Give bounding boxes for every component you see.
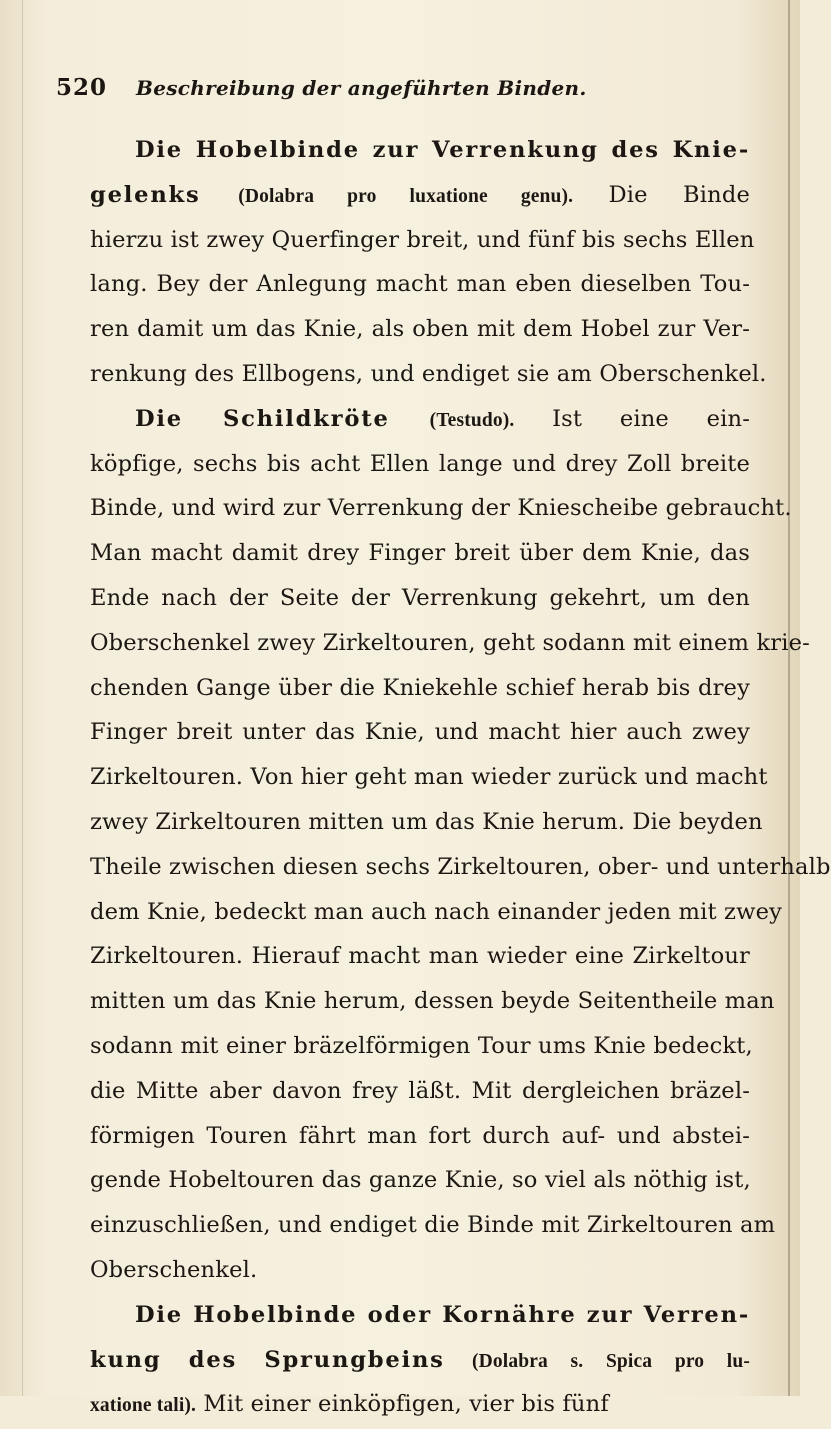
text-span: die Mitte aber davon frey läßt. Mit dergleichen bräzel- bbox=[90, 1077, 750, 1104]
text-line bbox=[90, 442, 750, 487]
text-line bbox=[90, 1024, 753, 1069]
text-line bbox=[90, 800, 763, 845]
text-span: Man macht damit drey Finger breit über dem Knie, das bbox=[90, 540, 750, 567]
text-span: förmigen Touren fährt man fort durch auf- und abstei- bbox=[90, 1122, 750, 1149]
text-span: chenden Gange über die Kniekehle schief herab bis drey bbox=[90, 674, 750, 701]
text-span: dem Knie, bedeckt man auch nach einander jeden mit zwey bbox=[90, 898, 783, 925]
text-line bbox=[90, 1382, 750, 1427]
text-line bbox=[90, 934, 750, 979]
text-line bbox=[90, 352, 767, 397]
text-span: zwey Zirkeltouren mitten um das Knie herum. Die beyden bbox=[90, 808, 763, 835]
running-title: Beschreibung der angeführten Binden. bbox=[136, 76, 587, 100]
section-heading: gelenks bbox=[90, 181, 239, 208]
page-edge-line bbox=[788, 0, 790, 1396]
section-heading: Die Schildkröte bbox=[135, 405, 430, 432]
text-line bbox=[90, 1203, 776, 1248]
text-span: Mit einer einköpfigen, vier bis fünf bbox=[196, 1391, 609, 1418]
text-span: ren damit um das Knie, als oben mit dem Hobel zur Ver- bbox=[90, 316, 750, 343]
text-line bbox=[90, 576, 750, 621]
text-span: Ist eine ein- bbox=[514, 405, 750, 432]
text-span: renkung des Ellbogens, und endiget sie am Oberschenkel. bbox=[90, 360, 767, 387]
page-number: 520 bbox=[56, 74, 108, 101]
text-line bbox=[90, 307, 750, 352]
text-line bbox=[90, 262, 750, 307]
text-span: lang. Bey der Anlegung macht man eben dieselben Tou- bbox=[90, 271, 750, 298]
text-line bbox=[90, 128, 750, 173]
text-span: Binde, und wird zur Verrenkung der Kniescheibe gebraucht. bbox=[90, 495, 792, 522]
text-line bbox=[90, 218, 755, 263]
section-heading: kung des Sprungbeins bbox=[90, 1346, 472, 1373]
text-span: Oberschenkel. bbox=[90, 1256, 258, 1283]
text-span: Die Binde bbox=[573, 181, 750, 208]
page-header bbox=[56, 74, 746, 114]
body-text bbox=[90, 128, 831, 1427]
latin-term: xatione tali). bbox=[90, 1395, 197, 1417]
text-line bbox=[90, 1248, 750, 1293]
text-line bbox=[90, 397, 750, 442]
text-line bbox=[90, 173, 750, 218]
section-heading: Die Hobelbinde oder Kornähre zur Verren- bbox=[135, 1301, 750, 1328]
text-line bbox=[90, 755, 768, 800]
section-heading: Die Hobelbinde zur Verrenkung des Knie- bbox=[135, 137, 750, 163]
text-line bbox=[90, 486, 792, 531]
text-span: hierzu ist zwey Querfinger breit, und fünf bis sechs Ellen bbox=[90, 226, 755, 253]
latin-term: (Testudo). bbox=[429, 409, 515, 431]
text-span: Oberschenkel zwey Zirkeltouren, geht sodann mit einem krie- bbox=[90, 629, 810, 656]
latin-term: (Dolabra pro luxatione genu). bbox=[238, 185, 574, 207]
text-line bbox=[90, 1069, 750, 1114]
text-span: Zirkeltouren. Von hier geht man wieder zurück und macht bbox=[90, 764, 768, 791]
text-span: Ende nach der Seite der Verrenkung gekehrt, um den bbox=[90, 584, 750, 611]
text-span: gende Hobeltouren das ganze Knie, so viel als nöthig ist, bbox=[90, 1167, 751, 1194]
text-line bbox=[90, 621, 810, 666]
text-span: köpfige, sechs bis acht Ellen lange und drey Zoll breite bbox=[90, 450, 750, 477]
text-line bbox=[90, 531, 750, 576]
text-line bbox=[90, 890, 783, 935]
text-line bbox=[90, 710, 750, 755]
text-line bbox=[90, 1293, 750, 1338]
text-span: Theile zwischen diesen sechs Zirkeltouren, ober- und unterhalb bbox=[90, 853, 831, 880]
text-span: sodann mit einer bräzelförmigen Tour ums Knie bedeckt, bbox=[90, 1032, 753, 1059]
text-line bbox=[90, 1338, 750, 1383]
text-line bbox=[90, 1158, 750, 1203]
text-span: Zirkeltouren. Hierauf macht man wieder eine Zirkeltour bbox=[90, 943, 750, 970]
text-line bbox=[90, 979, 775, 1024]
page-gutter-shadow bbox=[22, 0, 23, 1396]
text-line bbox=[90, 1114, 750, 1159]
text-span: Finger breit unter das Knie, und macht hier auch zwey bbox=[90, 719, 750, 746]
latin-term: (Dolabra s. Spica pro lu- bbox=[471, 1350, 751, 1372]
text-line bbox=[90, 845, 831, 890]
text-span: mitten um das Knie herum, dessen beyde Seitentheile man bbox=[90, 988, 775, 1015]
text-span: einzuschließen, und endiget die Binde mit Zirkeltouren am bbox=[90, 1212, 776, 1239]
text-line bbox=[90, 666, 750, 711]
